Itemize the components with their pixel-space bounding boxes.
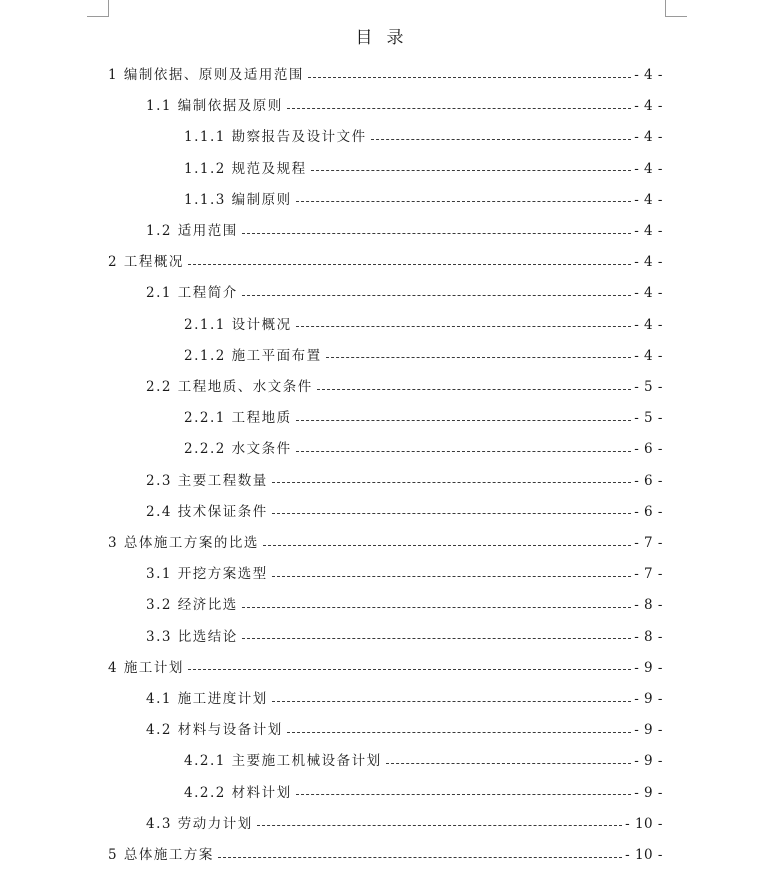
toc-entry-page-number: - 9 - bbox=[634, 722, 663, 739]
toc-entry[interactable] bbox=[184, 346, 663, 366]
toc-entry-page-number: - 7 - bbox=[634, 566, 663, 583]
toc-dot-leader bbox=[317, 388, 631, 390]
toc-entry[interactable] bbox=[184, 439, 663, 459]
toc-entry-title: 2.3 主要工程数量 bbox=[146, 472, 268, 489]
toc-entry[interactable] bbox=[184, 315, 663, 335]
toc-dot-leader bbox=[272, 512, 631, 514]
toc-entry-title: 2.1 工程简介 bbox=[146, 285, 238, 302]
toc-entry-page-number: - 6 - bbox=[634, 441, 663, 458]
crop-mark-top-right bbox=[665, 0, 687, 17]
toc-entry-page-number: - 10 - bbox=[625, 815, 663, 832]
toc-entry-page-number: - 6 - bbox=[634, 503, 663, 520]
toc-entry[interactable] bbox=[146, 96, 663, 116]
toc-entry-title: 4.2.1 主要施工机械设备计划 bbox=[184, 753, 382, 770]
toc-title: 目录 bbox=[355, 28, 418, 48]
toc-dot-leader bbox=[242, 232, 631, 234]
toc-entry[interactable] bbox=[146, 471, 663, 491]
toc-entry-title: 2.1.2 施工平面布置 bbox=[184, 347, 322, 364]
toc-entry-page-number: - 8 - bbox=[634, 628, 663, 645]
toc-dot-leader bbox=[287, 731, 631, 733]
toc-dot-leader bbox=[272, 700, 631, 702]
toc-entry-title: 4 施工计划 bbox=[108, 659, 184, 676]
toc-dot-leader bbox=[272, 575, 631, 577]
toc-entry[interactable] bbox=[108, 533, 663, 553]
crop-mark-top-left bbox=[87, 0, 109, 17]
toc-dot-leader bbox=[257, 824, 622, 826]
toc-entry-title: 1 编制依据、原则及适用范围 bbox=[108, 67, 304, 83]
toc-dot-leader bbox=[296, 325, 632, 327]
toc-entry-title: 3.1 开挖方案选型 bbox=[146, 566, 268, 583]
toc-dot-leader bbox=[296, 450, 632, 452]
toc-dot-leader bbox=[272, 481, 631, 483]
toc-entry-page-number: - 4 - bbox=[634, 160, 663, 177]
toc-entry[interactable] bbox=[108, 252, 663, 272]
toc-dot-leader bbox=[311, 169, 632, 171]
toc-entry-page-number: - 4 - bbox=[634, 285, 663, 302]
toc-entry-page-number: - 4 - bbox=[634, 98, 663, 115]
toc-entry-title: 2.2.2 水文条件 bbox=[184, 441, 292, 458]
toc-entry-page-number: - 9 - bbox=[634, 691, 663, 707]
toc-entry-page-number: - 9 - bbox=[634, 659, 663, 676]
toc-dot-leader bbox=[308, 76, 631, 78]
toc-entry[interactable] bbox=[146, 221, 663, 241]
toc-entry[interactable] bbox=[146, 377, 663, 397]
toc-entry[interactable] bbox=[184, 159, 663, 179]
toc-dot-leader bbox=[296, 200, 632, 202]
toc-entry[interactable] bbox=[146, 502, 663, 522]
toc-dot-leader bbox=[326, 356, 632, 358]
toc-entry[interactable] bbox=[108, 658, 663, 678]
toc-dot-leader bbox=[242, 606, 631, 608]
toc-entry[interactable] bbox=[146, 720, 663, 740]
toc-entry-title: 4.3 劳动力计划 bbox=[146, 815, 253, 832]
toc-entry-title: 1.1.1 勘察报告及设计文件 bbox=[184, 129, 367, 146]
toc-entry-page-number: - 6 - bbox=[634, 472, 663, 489]
toc-entry-page-number: - 9 - bbox=[634, 784, 663, 801]
toc-entry[interactable] bbox=[108, 845, 663, 865]
toc-dot-leader bbox=[386, 762, 632, 764]
toc-entry[interactable] bbox=[146, 814, 663, 834]
toc-entry-page-number: - 9 - bbox=[634, 753, 663, 770]
toc-dot-leader bbox=[263, 544, 631, 546]
toc-entry[interactable] bbox=[146, 283, 663, 303]
toc-entry-title: 3.2 经济比选 bbox=[146, 597, 238, 614]
toc-entry-title: 1.1 编制依据及原则 bbox=[146, 98, 283, 115]
toc-entry-page-number: - 5 - bbox=[634, 410, 663, 427]
toc-entry-page-number: - 4 - bbox=[634, 67, 663, 83]
toc-dot-leader bbox=[287, 107, 631, 109]
toc-entry[interactable] bbox=[184, 783, 663, 803]
toc-dot-leader bbox=[188, 263, 631, 265]
toc-dot-leader bbox=[242, 637, 631, 639]
toc-entry-page-number: - 4 - bbox=[634, 347, 663, 364]
toc-entry[interactable] bbox=[108, 65, 663, 85]
toc-dot-leader bbox=[296, 419, 632, 421]
toc-entry-page-number: - 4 - bbox=[634, 129, 663, 146]
toc-entry-title: 2.2.1 工程地质 bbox=[184, 410, 292, 427]
toc-entry-title: 1.1.3 编制原则 bbox=[184, 191, 292, 208]
toc-entry[interactable] bbox=[184, 751, 663, 771]
toc-entry-title: 4.2.2 材料计划 bbox=[184, 784, 292, 801]
toc-entry-title: 2 工程概况 bbox=[108, 254, 184, 271]
toc-entry-page-number: - 5 - bbox=[634, 379, 663, 395]
toc-entry-title: 2.4 技术保证条件 bbox=[146, 503, 268, 520]
toc-entry[interactable] bbox=[146, 627, 663, 647]
toc-entry-page-number: - 8 - bbox=[634, 597, 663, 614]
toc-entry[interactable] bbox=[146, 564, 663, 584]
toc-entry[interactable] bbox=[184, 127, 663, 147]
toc-entry-page-number: - 4 - bbox=[634, 223, 663, 239]
toc-entry-title: 2.2 工程地质、水文条件 bbox=[146, 379, 313, 395]
toc-dot-leader bbox=[242, 294, 631, 296]
toc-entry-title: 4.1 施工进度计划 bbox=[146, 691, 268, 707]
toc-dot-leader bbox=[188, 668, 631, 670]
toc-entry-page-number: - 4 - bbox=[634, 191, 663, 208]
toc-entry-title: 1.1.2 规范及规程 bbox=[184, 160, 307, 177]
toc-entry-title: 1.2 适用范围 bbox=[146, 223, 238, 239]
toc-entry[interactable] bbox=[184, 408, 663, 428]
toc-entry-title: 3 总体施工方案的比选 bbox=[108, 535, 259, 551]
toc-entry-page-number: - 10 - bbox=[625, 847, 663, 863]
toc-entry-page-number: - 4 - bbox=[634, 316, 663, 333]
toc-entry-title: 3.3 比选结论 bbox=[146, 628, 238, 645]
toc-entry[interactable] bbox=[184, 190, 663, 210]
toc-entry-title: 4.2 材料与设备计划 bbox=[146, 722, 283, 739]
toc-entry-page-number: - 4 - bbox=[634, 254, 663, 271]
toc-entry-page-number: - 7 - bbox=[634, 535, 663, 551]
toc-entry-title: 2.1.1 设计概况 bbox=[184, 316, 292, 333]
toc-entry-title: 5 总体施工方案 bbox=[108, 847, 214, 863]
toc-dot-leader bbox=[218, 856, 622, 858]
toc-entry[interactable] bbox=[146, 689, 663, 709]
toc-entry[interactable] bbox=[146, 595, 663, 615]
toc-dot-leader bbox=[371, 138, 632, 140]
toc-dot-leader bbox=[296, 793, 632, 795]
